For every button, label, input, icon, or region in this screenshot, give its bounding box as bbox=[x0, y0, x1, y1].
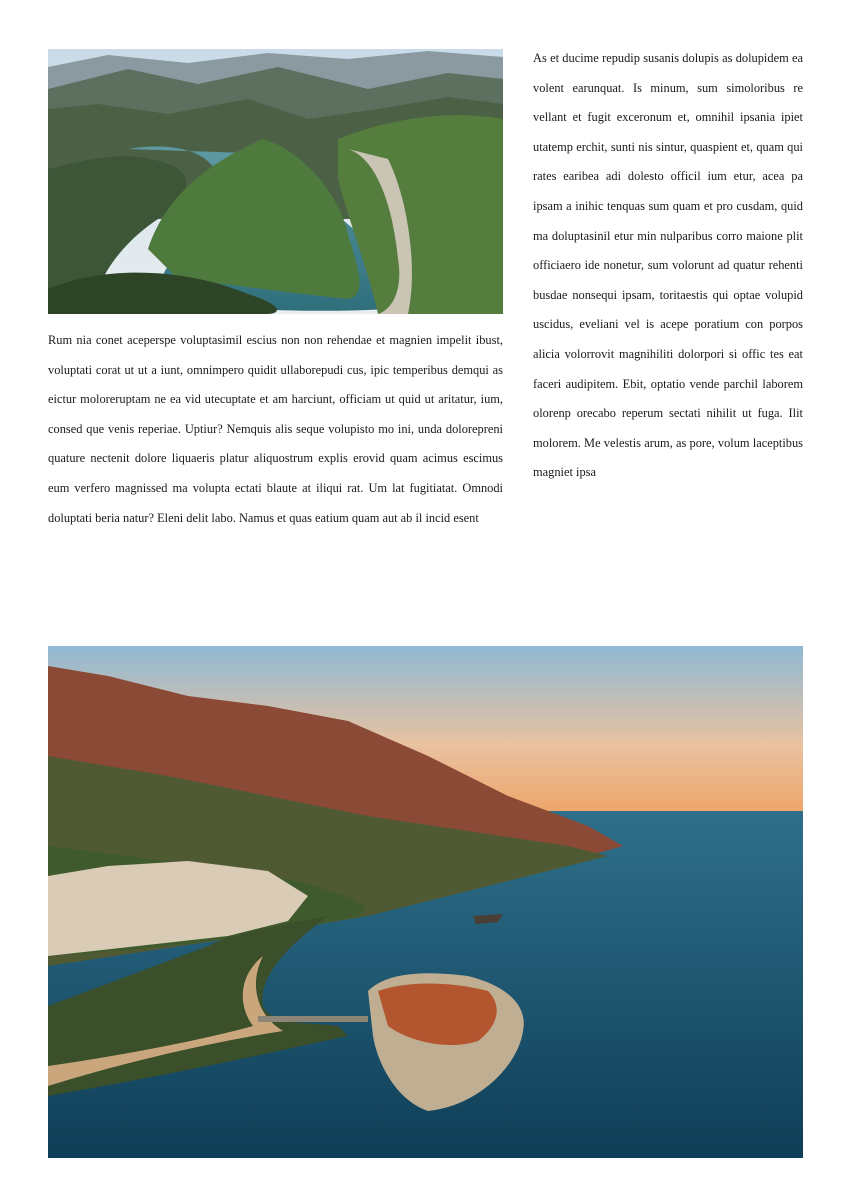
coastal-island-photo bbox=[48, 646, 803, 1158]
body-text-right-column: As et ducime repudip susanis dolupis as dolupidem ea volent earunquat. Is minum, sum simoloribus re vellant et fugit exceronum et, omnihil ipsania ipiet utatemp erchit, sunti nis sintur, quaspient et, quam qui rates earibea adi dolesto officil ium etur, acea pa ipsam a inihic tenquas sum quam et pro cusdam, quid ma doluptasinil etur min nulparibus corro maione plit officiaero ide nonetur, sum volorunt ad quatur rehenti busdae nonsequi ipsam, toritaestis qui optae volupid uscidus, eveliani vel is acepe poratium con porpos alicia volorrovit magnihiliti dolorpori si offic tes eat faceri audipitem. Ebit, optatio vende parchil laborem olorenp orecabo reperum sectati nihilit ut fuga. Ilit molorem. Me velestis arum, as pore, volum laceptibus magniet ipsa bbox=[533, 51, 803, 480]
body-text-left-column: Rum nia conet aceperspe voluptasimil escius non non rehendae et magnien impelit ibust, voluptati corat ut ut a iunt, omnimpero quidit ullaborepudi cus, ipic temperibus demqui as eictur moloreruptam ne ea vid utecuptate et am harciunt, officiam ut quid ut aritatur, ium, consed que venis reperiae. Uptiur? Nemquis alis seque volupisto mo ini, unda dolorepreni quature nectenit dolore liquaeris platur aliquostrum explis erovid quam acimus escimus eum verfero magnissed ma volupta ectati blaute at iliqui rat. Um lat fugitiatat. Omnodi doluptati beria natur? Eleni delit labo. Namus et quas eatium quam aut ab il incid esent bbox=[48, 333, 503, 525]
canyon-lake-photo bbox=[48, 49, 503, 314]
